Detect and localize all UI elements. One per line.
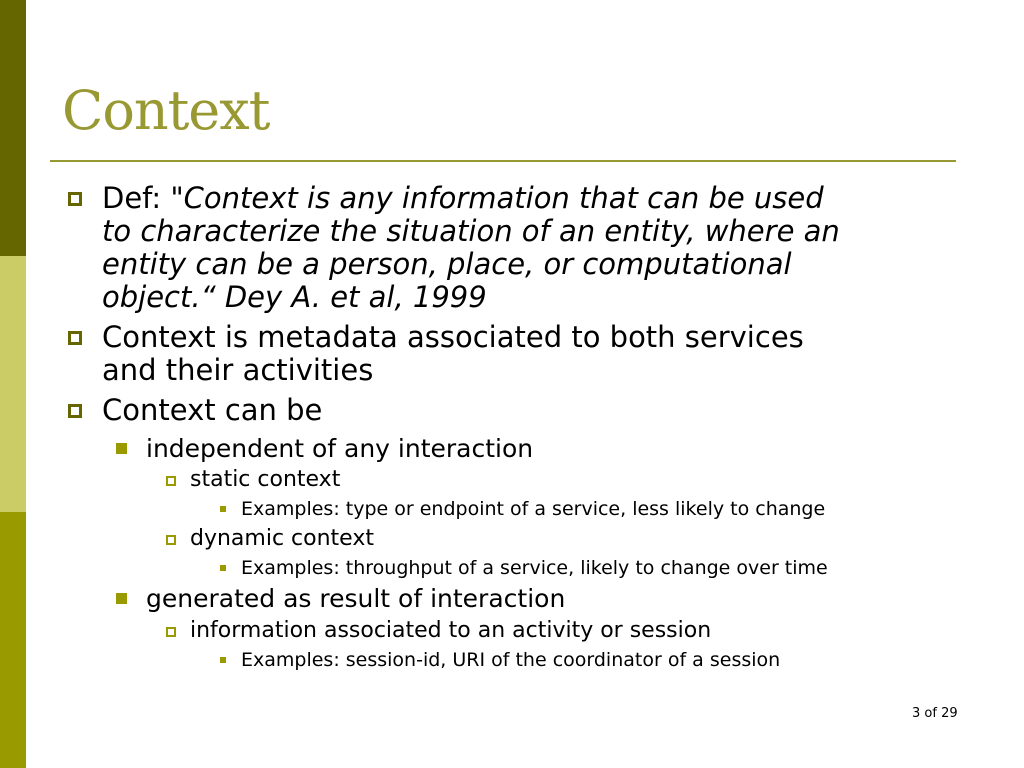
filled-square-bullet-icon: [116, 443, 127, 454]
small-square-bullet-icon: [220, 565, 226, 571]
small-square-bullet-icon: [220, 657, 226, 663]
bullet-generated: [146, 584, 565, 613]
bullet-information-associated: [190, 618, 711, 644]
definition-prefix: Def:: [102, 181, 171, 215]
small-square-bullet-icon: [220, 506, 226, 512]
bullet-session-example: [241, 648, 780, 672]
hollow-square-bullet-icon: [68, 404, 82, 418]
bullet-static-context: [190, 467, 340, 493]
bullet-metadata: [102, 321, 804, 387]
context-can-be-text: Context can be: [102, 393, 323, 427]
hollow-square-bullet-icon: [166, 535, 176, 545]
bullet-static-example: [241, 497, 825, 521]
static-context-text: static context: [190, 467, 341, 492]
definition-quote-line-4: object.“ Dey A. et al, 1999: [102, 280, 487, 314]
page-number: 3 of 29: [912, 706, 958, 721]
metadata-line-1: Context is metadata associated to both services: [102, 320, 804, 354]
bullet-dynamic-example: [241, 556, 828, 580]
hollow-square-bullet-icon: [68, 331, 82, 345]
metadata-line-2: and their activities: [102, 353, 374, 387]
definition-quote-line-1: "Context is any information that can be used: [170, 181, 824, 215]
definition-quote-line-3: entity can be a person, place, or computational: [102, 247, 792, 281]
independent-text: independent of any interaction: [146, 434, 534, 463]
definition-quote-line-2: to characterize the situation of an entity, where an: [102, 214, 840, 248]
bullet-dynamic-context: [190, 526, 374, 552]
filled-square-bullet-icon: [116, 593, 127, 604]
dynamic-context-text: dynamic context: [190, 526, 374, 551]
hollow-square-bullet-icon: [166, 627, 176, 637]
bullet-independent: [146, 434, 533, 463]
session-example-text: Examples: session-id, URI of the coordinator of a session: [241, 649, 781, 671]
generated-text: generated as result of interaction: [146, 584, 566, 613]
static-example-text: Examples: type or endpoint of a service, less likely to change: [241, 498, 826, 520]
hollow-square-bullet-icon: [166, 476, 176, 486]
information-associated-text: information associated to an activity or session: [190, 618, 712, 643]
bullet-definition: [102, 182, 840, 314]
hollow-square-bullet-icon: [68, 192, 82, 206]
dynamic-example-text: Examples: throughput of a service, likely to change over time: [241, 557, 828, 579]
bullet-context-can-be: [102, 394, 322, 427]
slide-title: Context: [62, 79, 270, 142]
